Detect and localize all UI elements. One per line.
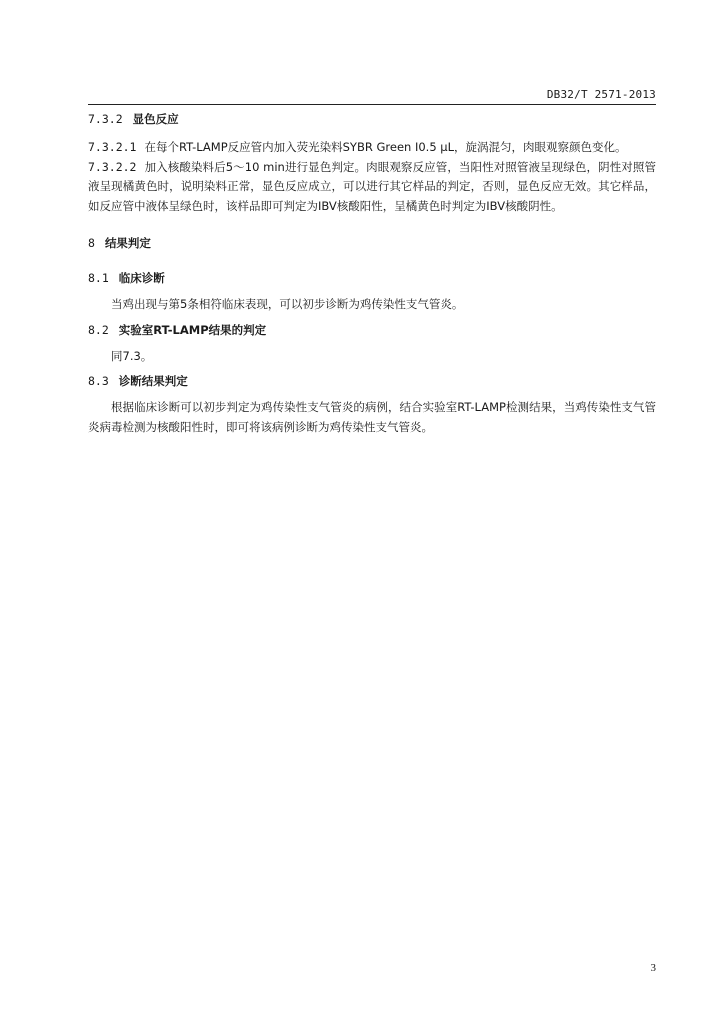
section-title: 结果判定 <box>104 236 151 250</box>
clause-7-3-2-2 <box>88 158 656 217</box>
clause-number: 7.3.2.1 <box>88 140 137 154</box>
section-title: 诊断结果判定 <box>118 374 188 388</box>
section-8-3-heading <box>88 372 656 390</box>
header-rule <box>88 104 656 105</box>
section-number: 8.1 <box>88 271 109 285</box>
section-8-3-text: 根据临床诊断可以初步判定为鸡传染性支气管炎的病例，结合实验室RT-LAMP检测结果，当鸡传染性支气管炎病毒检测为核酸阳性时，即可将该病例诊断为鸡传染性支气管炎。 <box>88 400 656 434</box>
section-7-3-2-heading <box>88 110 656 128</box>
clause-text: 加入核酸染料后5～10 min进行显色判定。肉眼观察反应管，当阳性对照管液呈现绿色，阴性对照管液呈现橘黄色时，说明染料正常，显色反应成立，可以进行其它样品的判定，否则，显色反应无效。其它样品，如反应管中液体呈绿色时，该样品即可判定为IBV核酸阳性，呈橘黄色时判定为IBV核酸阴性。 <box>88 159 656 213</box>
section-8-2-heading <box>88 321 656 339</box>
page-number: 3 <box>650 962 656 974</box>
section-number: 8.3 <box>88 374 109 388</box>
document-standard-number: DB32/T 2571-2013 <box>546 88 656 101</box>
section-title: 显色反应 <box>132 112 179 126</box>
section-number: 8.2 <box>88 322 109 337</box>
clause-number: 7.3.2.2 <box>88 159 137 174</box>
section-8-1-text: 当鸡出现与第5条相符临床表现，可以初步诊断为鸡传染性支气管炎。 <box>111 297 464 311</box>
section-8-heading <box>88 234 656 252</box>
clause-7-3-2-1 <box>88 138 656 158</box>
clause-text: 在每个RT-LAMP反应管内加入荧光染料SYBR Green Ⅰ0.5 μL，旋涡混匀，肉眼观察颜色变化。 <box>144 140 627 154</box>
section-8-1-heading <box>88 269 656 287</box>
section-8-2-text: 同7.3。 <box>111 348 153 363</box>
section-number: 7.3.2 <box>88 112 123 126</box>
section-number: 8 <box>88 236 95 250</box>
section-title: 实验室RT-LAMP结果的判定 <box>118 322 267 337</box>
document-body <box>88 110 656 437</box>
section-title: 临床诊断 <box>118 271 165 285</box>
